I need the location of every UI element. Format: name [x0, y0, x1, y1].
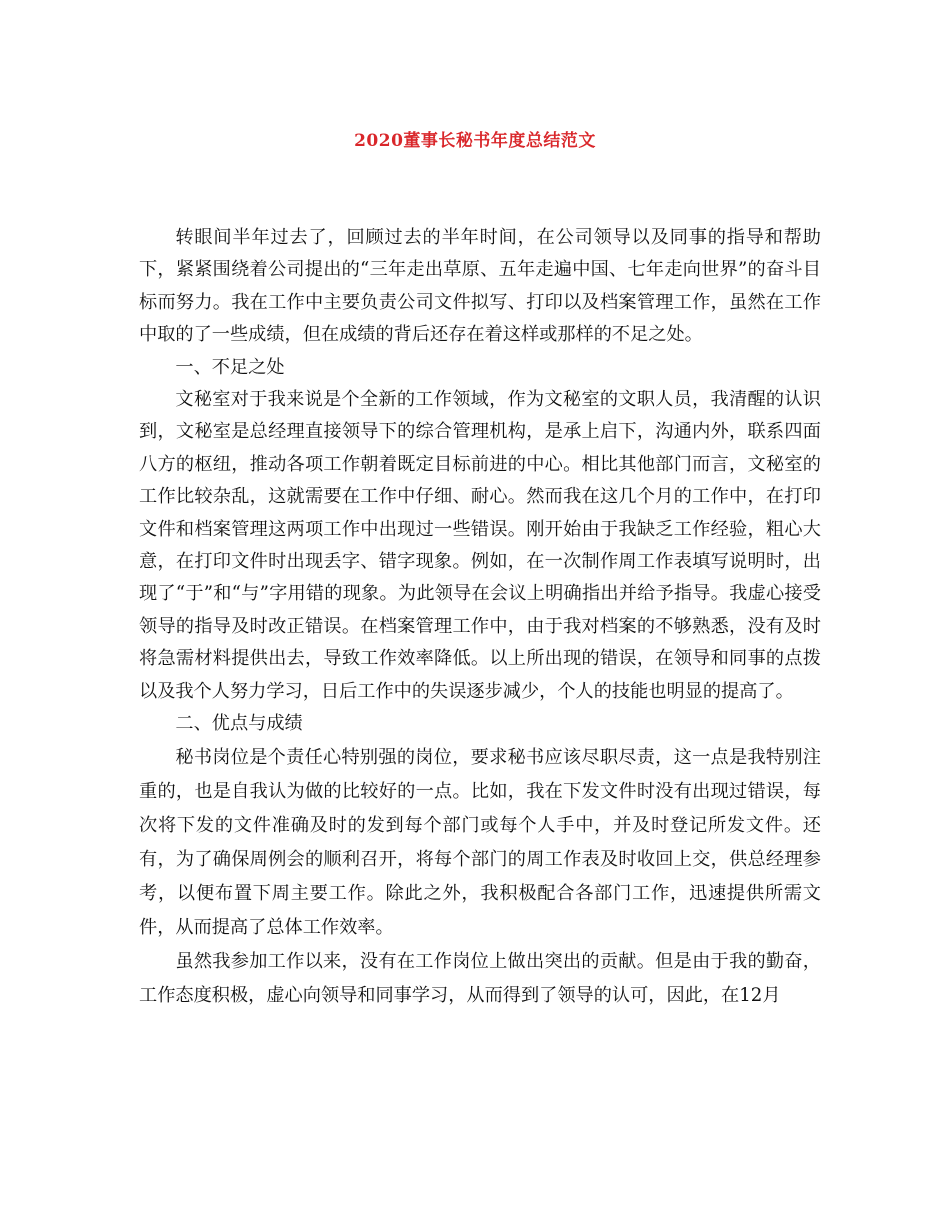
section-heading-strengths: 二、优点与成绩 — [175, 713, 303, 735]
paragraph-strengths: 秘书岗位是个责任心特别强的岗位，要求秘书应该尽职尽责，这一点是我特别注重的，也是自我认为做的比较好的一点。比如，我在下发文件时没有出现过错误，每次将下发的文件准确及时的发到每个部门或每个人手中，并及时登记所发文件。还有，为了确保周例会的顺利召开，将每个部门的周工作表及时收回上交，供总经理参考，以便布置下周主要工作。除此之外，我积极配合各部门工作，迅速提供所需文件，从而提高了总体工作效率。 — [139, 746, 821, 938]
paragraph-shortcomings: 文秘室对于我来说是个全新的工作领域，作为文秘室的文职人员，我清醒的认识到，文秘室是总经理直接领导下的综合管理机构，是承上启下，沟通内外，联系四面八方的枢纽，推动各项工作朝着既定目标前进的中心。相比其他部门而言，文秘室的工作比较杂乱，这就需要在工作中仔细、耐心。然而我在这几个月的工作中，在打印文件和档案管理这两项工作中出现过一些错误。刚开始由于我缺乏工作经验，粗心大意，在打印文件时出现丢字、错字现象。例如，在一次制作周工作表填写说明时，出现了“于”和“与”字用错的现象。为此领导在会议上明确指出并给予指导。我虚心接受领导的指导及时改正错误。在档案管理工作中，由于我对档案的不够熟悉，没有及时将急需材料提供出去，导致工作效率降低。以上所出现的错误，在领导和同事的点拨以及我个人努力学习，日后工作中的失误逐步减少，个人的技能也明显的提高了。 — [139, 389, 821, 702]
paragraph-intro: 转眼间半年过去了，回顾过去的半年时间，在公司领导以及同事的指导和帮助下，紧紧围绕着公司提出的“三年走出草原、五年走遍中国、七年走向世界”的奋斗目标而努力。我在工作中主要负责公司文件拟写、打印以及档案管理工作，虽然在工作中取的了一些成绩，但在成绩的背后还存在着这样或那样的不足之处。 — [139, 227, 821, 346]
section-heading-shortcomings: 一、不足之处 — [175, 356, 285, 378]
document-body — [139, 222, 821, 1013]
paragraph-contribution: 虽然我参加工作以来，没有在工作岗位上做出突出的贡献。但是由于我的勤奋，工作态度积极，虚心向领导和同事学习，从而得到了领导的认可，因此，在12月 — [139, 950, 821, 1006]
document-title: 2020董事长秘书年度总结范文 — [354, 131, 596, 151]
